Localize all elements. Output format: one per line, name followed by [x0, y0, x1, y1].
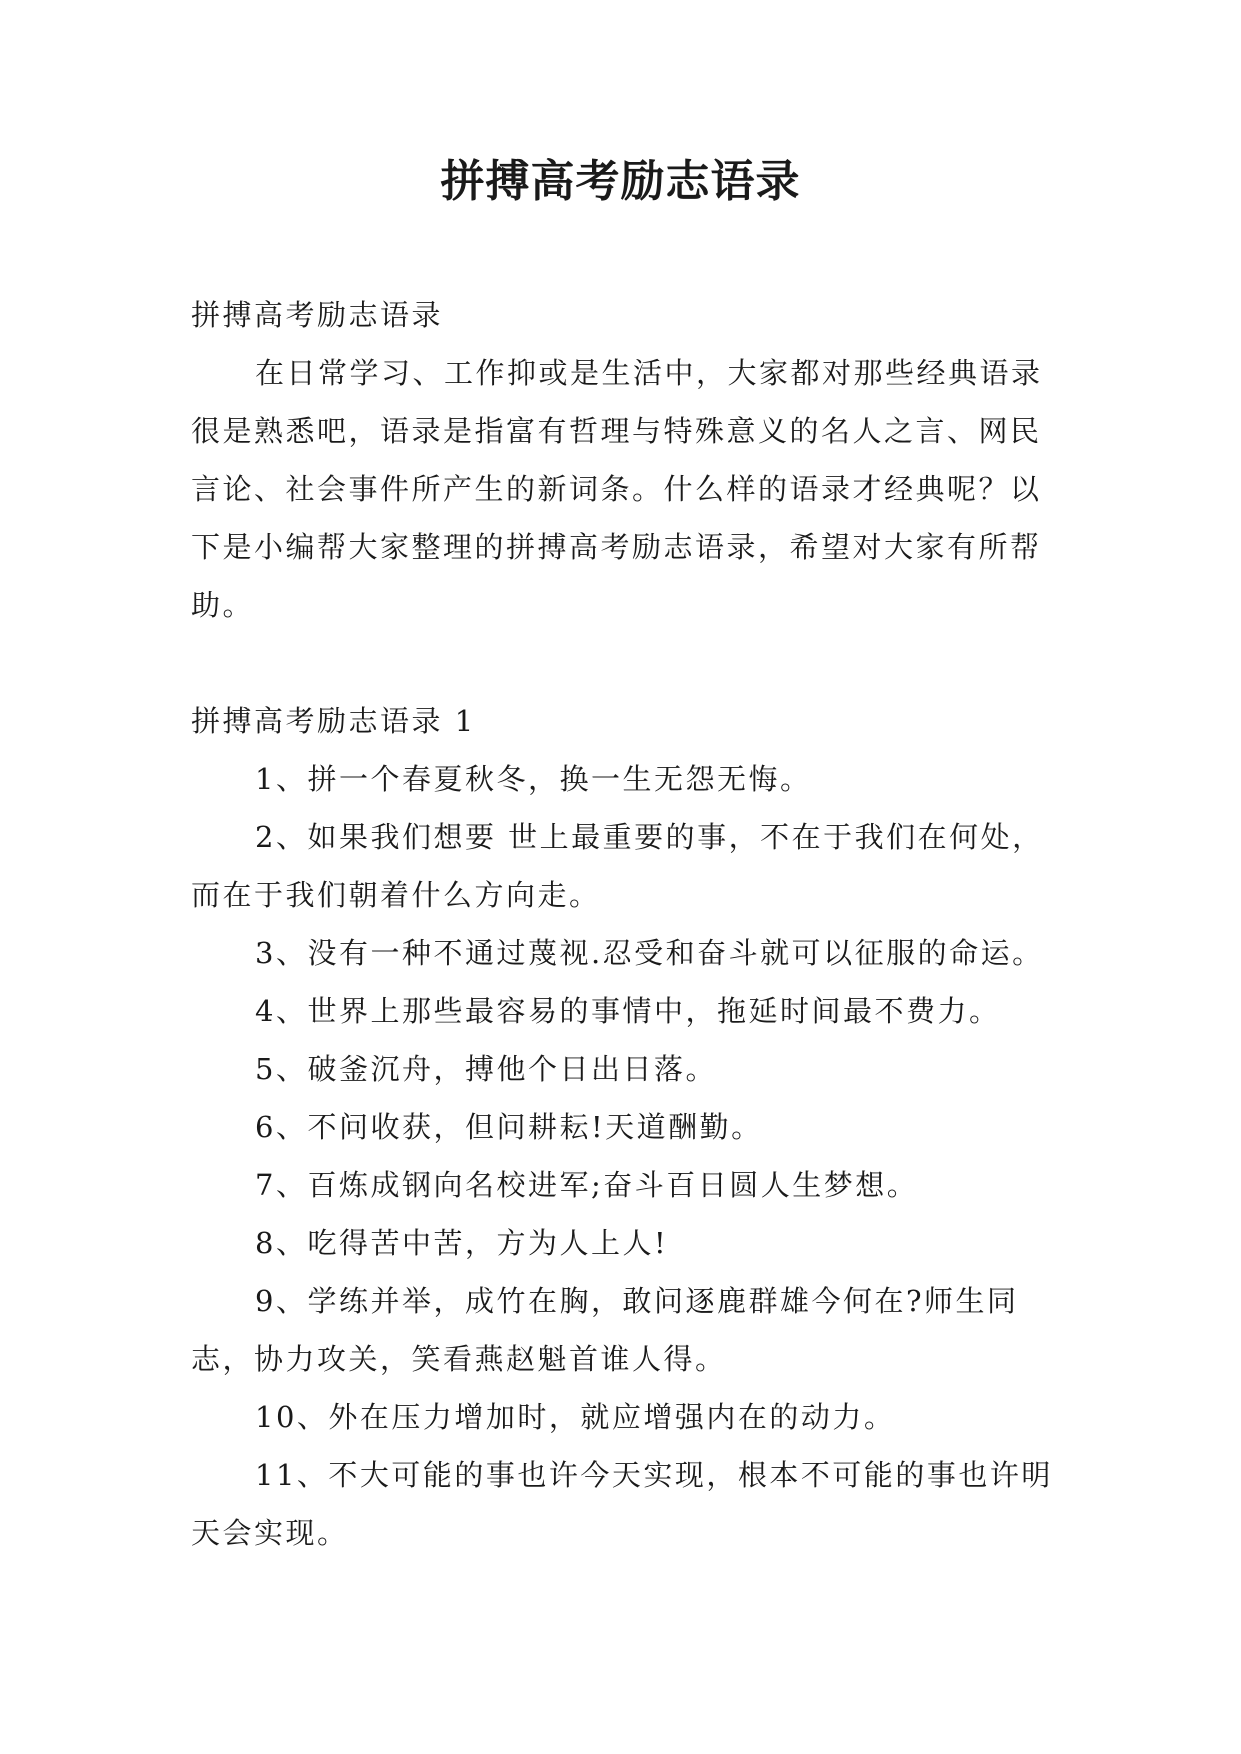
intro-paragraph: 在日常学习、工作抑或是生活中，大家都对那些经典语录很是熟悉吧，语录是指富有哲理与特殊意义的名人之言、网民言论、社会事件所产生的新词条。什么样的语录才经典呢？以下是小编帮大家整理的拼搏高考励志语录，希望对大家有所帮助。 — [191, 356, 1043, 622]
quote-item: 4、世界上那些最容易的事情中，拖延时间最不费力。 — [255, 994, 1001, 1028]
quote-item: 7、百炼成钢向名校进军;奋斗百日圆人生梦想。 — [255, 1168, 919, 1202]
quote-item: 10、外在压力增加时，就应增强内在的动力。 — [255, 1400, 896, 1434]
quote-item: 1、拼一个春夏秋冬，换一生无怨无悔。 — [255, 762, 812, 796]
section-spacer — [191, 634, 1067, 692]
document-title: 拼搏高考励志语录 — [440, 156, 801, 207]
quote-item: 2、如果我们想要 世上最重要的事，不在于我们在何处，而在于我们朝着什么方向走。 — [191, 820, 1044, 912]
quote-item: 6、不问收获，但问耕耘!天道酬勤。 — [255, 1110, 763, 1144]
quote-item: 8、吃得苦中苦，方为人上人! — [255, 1226, 669, 1260]
quote-item: 5、破釜沉舟，搏他个日出日落。 — [255, 1052, 717, 1086]
quote-item: 3、没有一种不通过蔑视.忍受和奋斗就可以征服的命运。 — [255, 936, 1044, 970]
document-body — [191, 286, 1067, 1562]
subheading: 拼搏高考励志语录 — [191, 298, 444, 332]
quote-item: 11、不大可能的事也许今天实现，根本不可能的事也许明天会实现。 — [191, 1458, 1053, 1550]
section-heading: 拼搏高考励志语录 1 — [191, 704, 476, 738]
quote-item: 9、学练并举，成竹在胸，敢问逐鹿群雄今何在?师生同志，协力攻关，笑看燕赵魁首谁人得。 — [191, 1284, 1019, 1376]
